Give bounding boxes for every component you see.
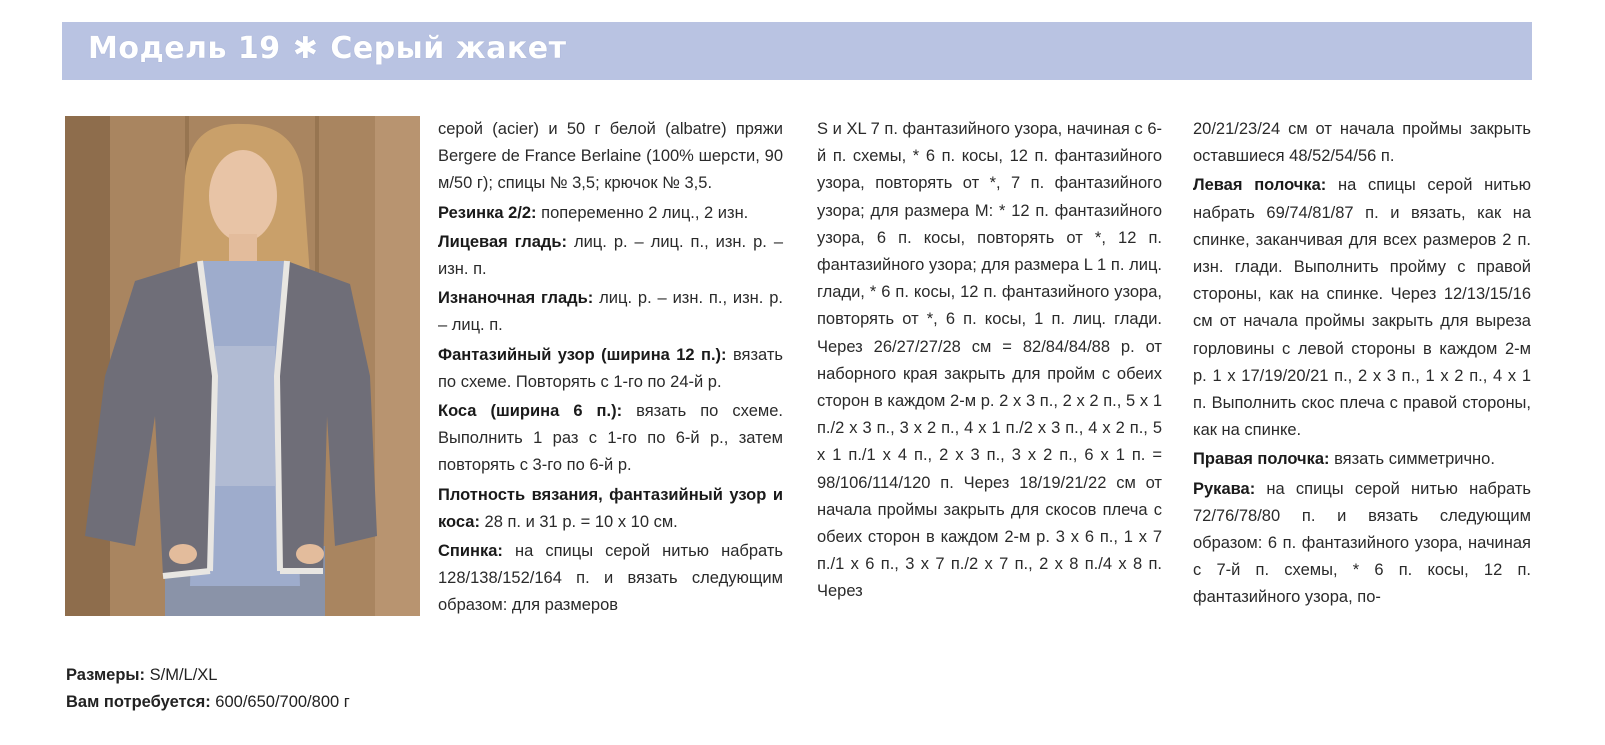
- paragraph: [1193, 446, 1531, 473]
- model-number: Модель 19: [88, 31, 281, 66]
- model-photo: [65, 116, 420, 616]
- paragraph: [438, 285, 783, 339]
- paragraph: [438, 229, 783, 283]
- term-text: лиц. р. – изн. п., изн. р. – лиц. п.: [438, 289, 783, 335]
- term-text: вязать по схеме. Выполнить 1 раз с 1-го по 6-й р., затем повторять с 3-го по 6-й р.: [438, 402, 783, 475]
- term-label: Плотность вязания, фантазийный узор и коса:: [438, 485, 783, 531]
- model-meta: [66, 662, 350, 716]
- term-text: лиц. р. – лиц. п., изн. р. – изн. п.: [438, 232, 783, 279]
- paragraph: [438, 482, 783, 536]
- materials-line: [66, 689, 350, 716]
- term-label: Правая полочка:: [1193, 450, 1330, 469]
- paragraph: [438, 538, 783, 620]
- term-label: Левая полочка:: [1193, 176, 1327, 195]
- sizes-line: [66, 662, 350, 689]
- text-column-1: [438, 116, 783, 622]
- term-label: Изнаночная гладь:: [438, 289, 594, 308]
- term-text: вязать симметрично.: [1329, 450, 1495, 469]
- paragraph: [438, 342, 783, 396]
- term-text: на спицы серой нитью набрать 69/74/81/87 п. и вязать, как на спинке, заканчивая для всех размеров 2 п. изн. глади. Выполнить пройму с правой стороны, как на спинке. Через 12/13/15/16 см от начала проймы закрыть для выреза горловины с левой стороны в каждом 2-м р. 1 х 17/19/20/21 п., 2 х 3 п., 1 х 2 п., 4 х 1 п. Выполнить скос плеча с правой стороны, как на спинке.: [1193, 176, 1531, 440]
- materials-label: Вам потребуется:: [66, 693, 211, 711]
- paragraph: [438, 398, 783, 480]
- paragraph: серой (acier) и 50 г белой (albatre) пряжи Bergere de France Berlaine (100% шерсти, 90 м/50 г); спицы № 3,5; крючок № 3,5.: [438, 120, 783, 193]
- term-text: вязать по схеме. Повторять с 1-го по 24-й р.: [438, 345, 783, 391]
- term-label: Рукава:: [1193, 479, 1256, 498]
- paragraph: 20/21/23/24 см от начала проймы закрыть оставшиеся 48/52/54/56 п.: [1193, 120, 1531, 166]
- term-label: Резинка 2/2:: [438, 203, 537, 222]
- page-title: [88, 31, 566, 66]
- term-text: 28 п. и 31 р. = 10 х 10 см.: [479, 512, 678, 531]
- title-banner: [62, 22, 1532, 80]
- sizes-label: Размеры:: [66, 666, 146, 684]
- paragraph: [1193, 172, 1531, 444]
- model-title: Серый жакет: [330, 31, 567, 66]
- paragraph: S и XL 7 п. фантазийного узора, начиная с 6-й п. схемы, * 6 п. косы, 12 п. фантазийного узора, повторять от *, 7 п. фантазийного узора; для размера М: * 12 п. фантазийного узора, 6 п. косы, повторять от *, 12 п. фантазийного узора; для размера L 1 п. лиц. глади, * 6 п. косы, 12 п. фантазийного узора, повторять от *, 6 п. косы, 1 п. лиц. глади. Через 26/27/27/28 см = 82/84/84/88 р. от наборного края закрыть для пройм с обеих сторон в каждом 2-м р. 2 х 3 п., 2 х 2 п., 5 х 1 п./2 х 3 п., 3 х 2 п., 4 х 1 п./2 х 3 п., 4 х 2 п., 5 х 1 п./1 х 4 п., 2 х 3 п., 3 х 2 п., 6 х 1 п. = 98/106/114/120 п. Через 18/19/21/22 см от начала проймы закрыть для скосов плеча с обеих сторон в каждом 2-м р. 3 х 6 п., 1 х 7 п./1 х 6 п., 3 х 7 п./2 х 7 п., 2 х 8 п./4 х 8 п. Через: [817, 120, 1162, 601]
- term-text: на спицы серой нитью набрать 72/76/78/80 п. и вязать следующим образом: 6 п. фантазийного узора, начиная с 7-й п. схемы, * 6 п. косы, 12 п. фантазийного узора, по-: [1193, 479, 1531, 607]
- term-label: Фантазийный узор (ширина 12 п.):: [438, 345, 727, 364]
- materials-value: 600/650/700/800 г: [215, 693, 350, 711]
- text-column-3: [1193, 116, 1531, 614]
- sizes-value: S/M/L/XL: [149, 666, 218, 684]
- paragraph: [438, 200, 783, 227]
- term-label: Спинка:: [438, 542, 503, 561]
- paragraph: [1193, 476, 1531, 612]
- term-text: попеременно 2 лиц., 2 изн.: [536, 203, 749, 222]
- text-column-2: [817, 116, 1162, 608]
- term-text: на спицы серой нитью набрать 128/138/152/164 п. и вязать следующим образом: для размеров: [438, 542, 783, 615]
- term-label: Лицевая гладь:: [438, 232, 567, 251]
- term-label: Коса (ширина 6 п.):: [438, 402, 623, 421]
- star-icon: ✱: [292, 31, 319, 66]
